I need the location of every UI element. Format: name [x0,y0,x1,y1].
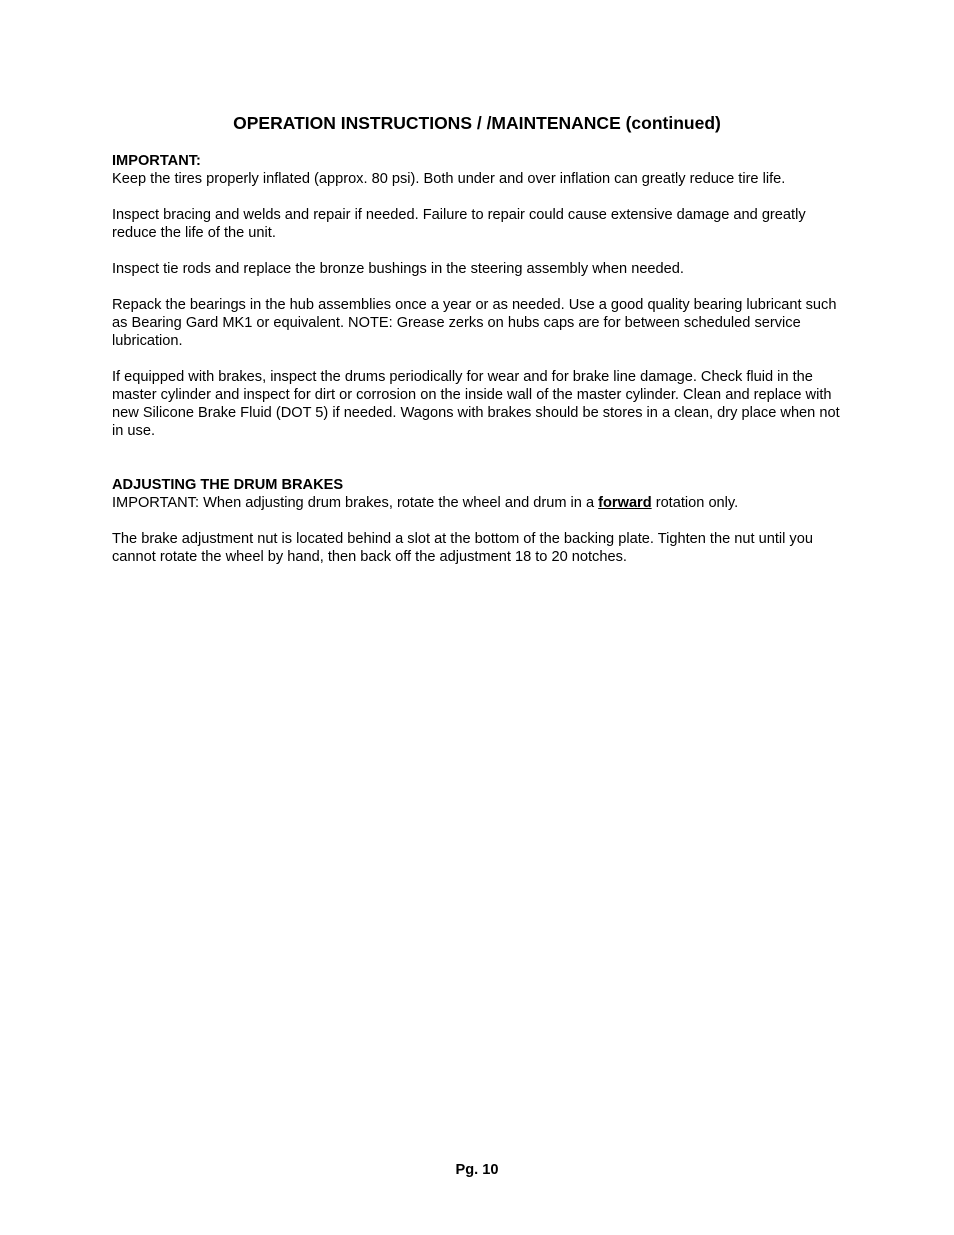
tire-inflation-text: Keep the tires properly inflated (approx. 80 psi). Both under and over inflation can greatly reduce tire life. [112,171,786,187]
drum-brakes-text-before: IMPORTANT: When adjusting drum brakes, rotate the wheel and drum in a [112,495,599,511]
bracing-welds-paragraph: Inspect bracing and welds and repair if needed. Failure to repair could cause extensive damage and greatly reduce the life of the unit. [112,207,806,241]
adjustment-nut-paragraph: The brake adjustment nut is located behind a slot at the bottom of the backing plate. Tighten the nut until you cannot rotate the wheel by hand, then back off the adjustment 18 to 20 notches. [112,531,813,565]
page-title: OPERATION INSTRUCTIONS / /MAINTENANCE (continued) [233,113,721,133]
important-label: IMPORTANT: [112,153,201,169]
drum-brakes-intro-paragraph [112,476,847,512]
forward-emphasis: forward [598,495,652,511]
drum-brakes-text-after: rotation only. [651,495,739,511]
drum-brakes-heading: ADJUSTING THE DRUM BRAKES [112,477,344,493]
tie-rods-paragraph: Inspect tie rods and replace the bronze bushings in the steering assembly when needed. [112,261,684,277]
document-body [112,152,847,584]
section-spacer [112,458,847,476]
brakes-inspection-paragraph: If equipped with brakes, inspect the drums periodically for wear and for brake line damage. Check fluid in the master cylinder and inspect for dirt or corrosion on the inside wall of the master cylinder. Clean and replace with new Silicone Brake Fluid (DOT 5) if needed. Wagons with brakes should be stores in a clean, dry place when not in use. [112,369,840,439]
page-number: Pg. 10 [455,1162,499,1178]
bearings-paragraph: Repack the bearings in the hub assemblies once a year or as needed. Use a good quality bearing lubricant such as Bearing Gard MK1 or equivalent. NOTE: Grease zerks on hubs caps are for between scheduled service lubrication. [112,297,837,349]
important-paragraph-tires [112,152,847,188]
